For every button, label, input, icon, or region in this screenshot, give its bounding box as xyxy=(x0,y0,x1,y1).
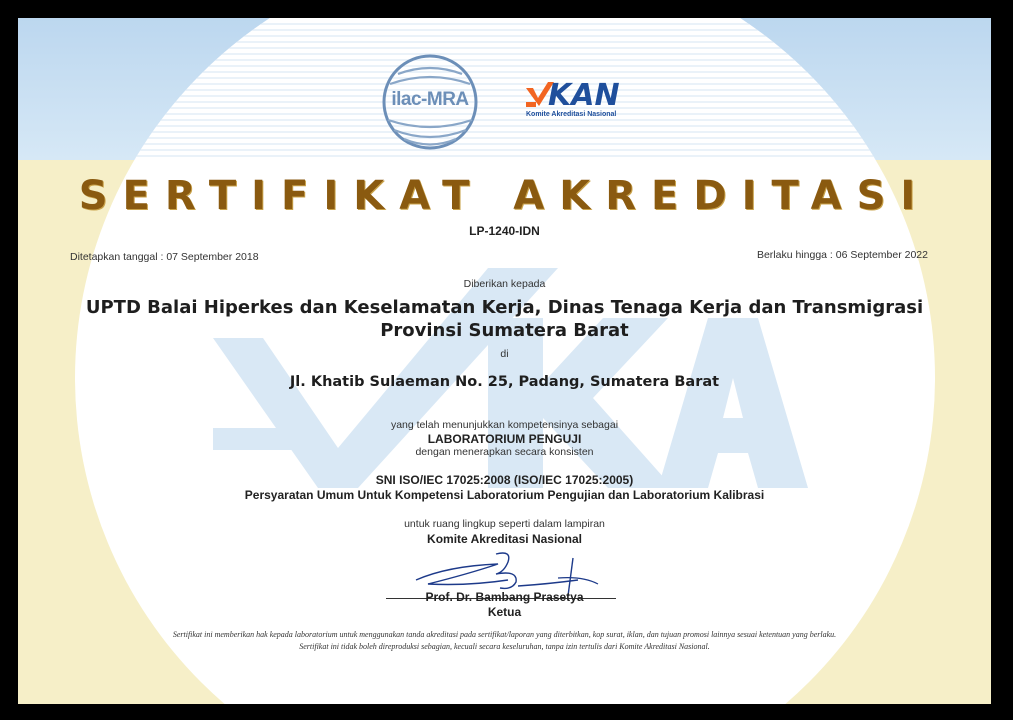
organization-line-2: Provinsi Sumatera Barat xyxy=(380,320,629,341)
at-label: di xyxy=(500,348,509,360)
certificate-number: LP-1240-IDN xyxy=(469,224,540,238)
given-to-label: Diberikan kepada xyxy=(463,278,546,290)
consistently-label: dengan menerapkan secara konsisten xyxy=(415,446,594,458)
ilac-mra-logo xyxy=(380,54,480,150)
kan-logo-text: KAN xyxy=(548,78,620,113)
competence-intro: yang telah menunjukkan kompetensinya sebagai xyxy=(390,419,619,431)
ilac-mra-label: ilac-MRA xyxy=(391,89,469,110)
standard-code: SNI ISO/IEC 17025:2008 (ISO/IEC 17025:2005) xyxy=(375,473,634,487)
certificate xyxy=(18,18,991,704)
standard-description: Persyaratan Umum Untuk Kompetensi Laboratorium Pengujian dan Laboratorium Kalibrasi xyxy=(244,488,765,502)
certificate-title: SERTIFIKAT AKREDITASI xyxy=(78,173,931,219)
committee-name: Komite Akreditasi Nasional xyxy=(427,532,582,546)
scope-label: untuk ruang lingkup seperti dalam lampiran xyxy=(404,518,605,530)
organization-address: Jl. Khatib Sulaeman No. 25, Padang, Sumatera Barat xyxy=(289,374,720,390)
lab-type: LABORATORIUM PENGUJI xyxy=(427,432,582,446)
organization-line-1: UPTD Balai Hiperkes dan Keselamatan Kerja, Dinas Tenaga Kerja dan Transmigrasi xyxy=(85,297,924,318)
signatory-role: Ketua xyxy=(487,605,522,619)
valid-until-date: Berlaku hingga : 06 September 2022 xyxy=(756,249,928,261)
footer-note-1: Sertifikat ini memberikan hak kepada laboratorium untuk menggunakan tanda akreditasi pada sertifikat/laporan yang diterbitkan, kop surat, iklan, dan tujuan promosi lainnya sesuai ketentuan yang berlaku. xyxy=(172,630,837,639)
issued-date: Ditetapkan tanggal : 07 September 2018 xyxy=(70,251,259,263)
footer-note-2: Sertifikat ini tidak boleh direproduksi sebagian, kecuali secara keseluruhan, tanpa izin tertulis dari Komite Akreditasi Nasional. xyxy=(299,642,710,651)
signatory-name: Prof. Dr. Bambang Prasetya xyxy=(425,590,584,604)
kan-logo-subtitle: Komite Akreditasi Nasional xyxy=(526,111,617,118)
kan-logo xyxy=(524,78,644,124)
